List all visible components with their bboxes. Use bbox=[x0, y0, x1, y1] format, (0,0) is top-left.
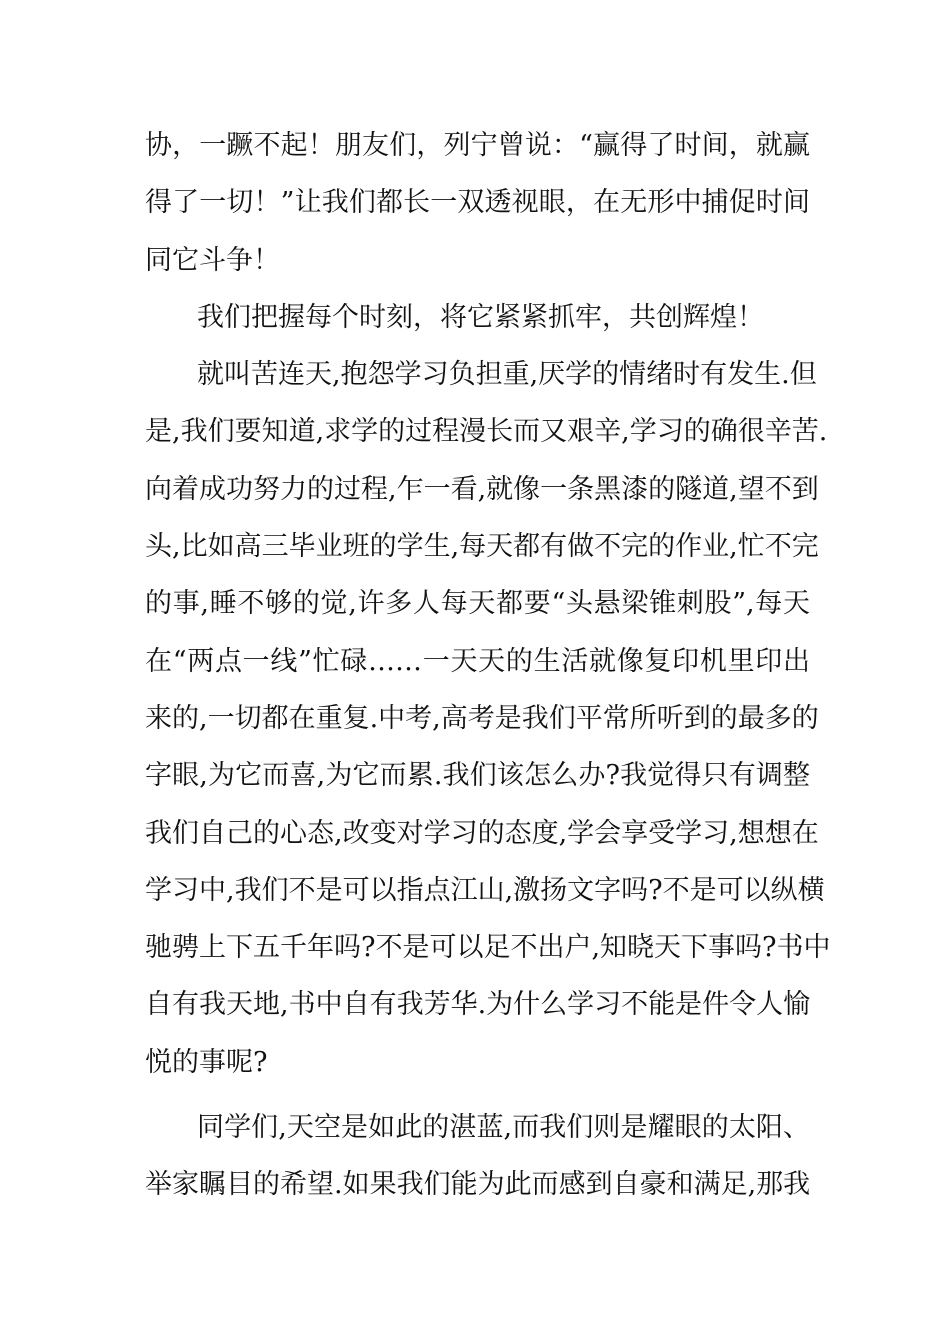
paragraph bbox=[145, 289, 810, 346]
paragraph bbox=[145, 346, 831, 1091]
text-line: 头,比如高三毕业班的学生,每天都有做不完的作业,忙不完 bbox=[145, 531, 819, 563]
text-line: 得了一切！”让我们都长一双透视眼，在无形中捕促时间 bbox=[145, 187, 810, 219]
text-line: 同它斗争！ bbox=[145, 244, 280, 276]
text-line: 字眼,为它而喜,为它而累.我们该怎么办?我觉得只有调整 bbox=[145, 760, 810, 792]
text-line: 自有我天地,书中自有我芳华.为什么学习不能是件令人愉 bbox=[145, 989, 811, 1021]
text-line: 我们把握每个时刻，将它紧紧抓牢，共创辉煌！ bbox=[197, 301, 764, 333]
text-line: 是,我们要知道,求学的过程漫长而又艰辛,学习的确很辛苦. bbox=[145, 416, 828, 448]
text-line: 在“两点一线”忙碌……一天天的生活就像复印机里印出 bbox=[145, 645, 810, 677]
text-line: 学习中,我们不是可以指点江山,激扬文字吗?不是可以纵横 bbox=[145, 874, 825, 906]
text-line: 协，一蹶不起！朋友们，列宁曾说：“赢得了时间，就赢 bbox=[145, 130, 810, 161]
text-line: 我们自己的心态,改变对学习的态度,学会享受学习,想想在 bbox=[145, 817, 819, 849]
text-line: 向着成功努力的过程,乍一看,就像一条黑漆的隧道,望不到 bbox=[145, 473, 819, 505]
text-line: 的事,睡不够的觉,许多人每天都要“头悬梁锥刺股”,每天 bbox=[145, 588, 810, 620]
paragraph-gap bbox=[145, 1091, 810, 1099]
paragraph bbox=[145, 1099, 810, 1214]
text-line: 举家瞩目的希望.如果我们能为此而感到自豪和满足,那我 bbox=[145, 1169, 811, 1201]
text-line: 就叫苦连天,抱怨学习负担重,厌学的情绪时有发生.但 bbox=[197, 359, 817, 391]
paragraph bbox=[145, 117, 810, 289]
text-line: 悦的事呢? bbox=[145, 1046, 268, 1078]
text-line: 同学们,天空是如此的湛蓝,而我们则是耀眼的太阳、 bbox=[197, 1112, 810, 1144]
text-line: 来的,一切都在重复.中考,高考是我们平常所听到的最多的 bbox=[145, 702, 819, 734]
text-line: 驰骋上下五千年吗?不是可以足不出户,知晓天下事吗?书中 bbox=[145, 932, 831, 964]
document-body bbox=[145, 117, 831, 1214]
